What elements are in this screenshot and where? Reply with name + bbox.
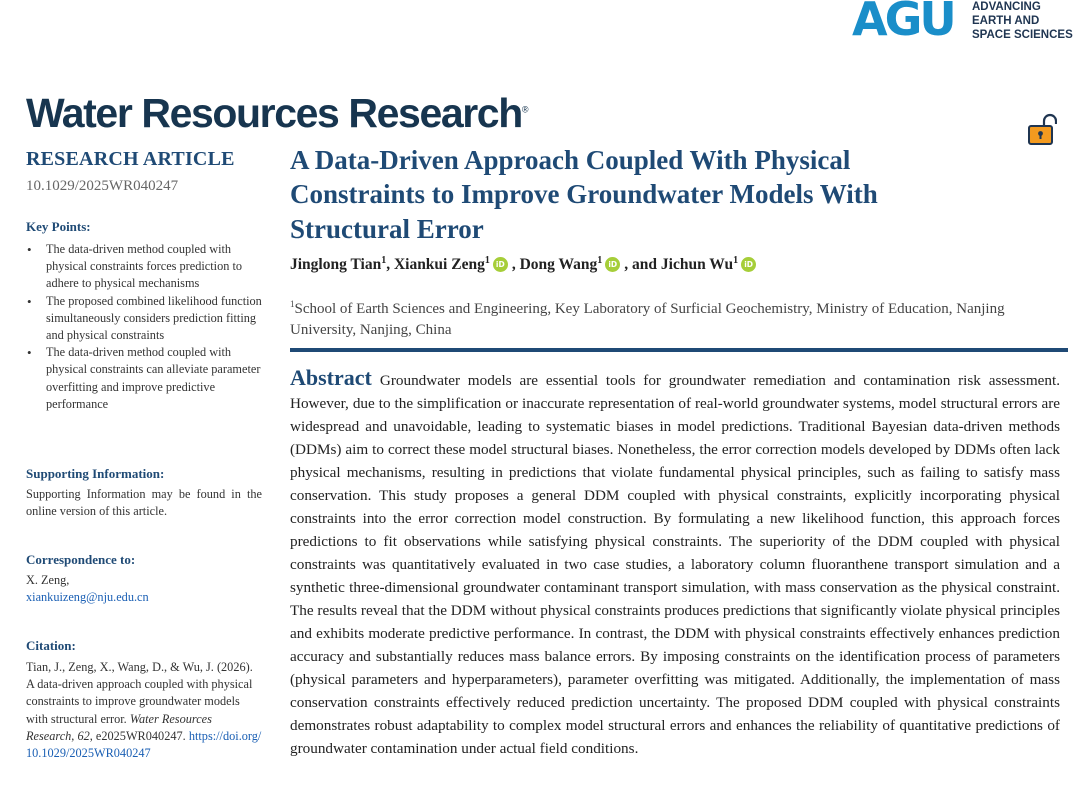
citation-article-id: , e2025WR040247. [89, 728, 186, 743]
registered-mark: ® [521, 104, 529, 115]
citation-heading: Citation: [26, 638, 76, 653]
affiliation [290, 294, 1050, 341]
author-name: Jichun Wu [660, 256, 734, 274]
agu-tagline-line: ADVANCING [972, 1, 1041, 13]
author-separator: , [511, 256, 520, 274]
agu-logo [852, 0, 1073, 46]
orcid-icon[interactable]: iD [741, 257, 756, 272]
agu-tagline-line: EARTH AND [972, 15, 1040, 27]
orcid-icon[interactable]: iD [493, 257, 508, 272]
citation-doi-link[interactable]: https://doi.org/10.1029/2025WR040247 [26, 728, 262, 761]
citation-body: Tian, J., Zeng, X., Wang, D., & Wu, J. (2026). A data-driven approach coupled with physical constraints to improve groundwater models with structural error. [26, 660, 253, 726]
journal-title [26, 90, 529, 137]
affiliation-number: 1 [290, 299, 295, 309]
author-name: Xiankui Zeng [393, 256, 485, 274]
article-title: A Data-Driven Approach Coupled With Physical Constraints to Improve Groundwater Models With Structural Error [290, 145, 878, 244]
abstract [290, 366, 1060, 760]
author-affiliation-mark: 1 [597, 255, 603, 266]
author-affiliation-mark: 1 [381, 255, 387, 266]
author-affiliation-mark: 1 [484, 255, 490, 266]
citation-volume: 62 [77, 728, 90, 743]
key-point-item: • The data-driven method coupled with physical constraints can alleviate parameter overfitting and improve predictive performance [26, 344, 262, 413]
affiliation-text: School of Earth Sciences and Engineering, Key Laboratory of Surficial Geochemistry, Ministry of Education, Nanjing University, Nanjing, China [290, 301, 1005, 338]
key-point-item: • The data-driven method coupled with physical constraints forces prediction to adhere to physical mechanisms [26, 241, 262, 293]
correspondence-section [26, 552, 262, 606]
key-points-list [26, 241, 262, 413]
article-sidebar-header [26, 148, 262, 195]
orcid-icon[interactable]: iD [605, 257, 620, 272]
open-access-lock-icon[interactable] [1027, 112, 1057, 146]
citation-section [26, 638, 262, 762]
correspondence-heading: Correspondence to: [26, 552, 136, 567]
article-doi: 10.1029/2025WR040247 [26, 178, 179, 194]
journal-name: Water Resources Research [26, 90, 522, 136]
key-points-section [26, 219, 262, 413]
correspondence-name: X. Zeng, [26, 573, 70, 587]
author-separator: , and [624, 256, 661, 274]
key-points-heading: Key Points: [26, 219, 91, 234]
agu-tagline-line: SPACE SCIENCES [972, 29, 1073, 41]
key-point-item: • The proposed combined likelihood function simultaneously considers prediction fitting and physical constraints [26, 293, 262, 345]
abstract-text: Groundwater models are essential tools for groundwater remediation and contamination risk assessment. However, due to the simplification or inaccurate representation of real-world groundwater systems, model structural errors are widespread and unavoidable, leading to systematic biases in model predictions. Traditional Bayesian data-driven methods (DDMs) aim to correct these model structural biases. Nonetheless, the error correction models developed by DDMs often lack physical mechanisms, resulting in predictions that violate fundamental physical principles, such as failing to satisfy mass conservation. This study proposes a general DDM coupled with physical constraints, explicitly incorporating physical constraints into the error correction model construction. By formulating a new likelihood function, this approach forces predictions to fit observations while satisfying physical constraints. The superiority of the DDM coupled with physical constraints was quantitatively evaluated in two case studies, a laboratory column fluoranthene transport simulation and a synthetic three-dimensional groundwater contaminant transport simulation, with mass conservation as the physical constraint. The results reveal that the DDM without physical constraints produces predictions that significantly violate physical principles and exhibits moderate predictive performance. In contrast, the DDM with physical constraints effectively enhances prediction accuracy and substantially reduces mass balance errors. By imposing constraints on the identification process of parameters (physical parameters and hyperparameters), parameter overfitting was mitigated. Additionally, the implementation of mass conservation constraints effectively reduced prediction uncertainty. The proposed DDM coupled with physical constraints demonstrates robust adaptability to complex model structural errors and enhances the reliability of quantitative predictions of groundwater contamination under actual field conditions. [290, 372, 1060, 757]
supporting-info-text: Supporting Information may be found in the online version of this article. [26, 487, 262, 519]
supporting-info-heading: Supporting Information: [26, 466, 165, 481]
citation-text: Tian, J., Zeng, X., Wang, D., & Wu, J. (2026). A data-driven approach coupled with physical constraints to improve groundwater models with structural error. Water Resources Research, 62, e2025WR040247. https://doi.org/10.1029/2025WR040247 [26, 660, 262, 761]
section-divider [290, 348, 1068, 352]
author-separator: , [386, 256, 394, 274]
citation-journal: Water Resources Research [26, 711, 212, 743]
agu-tagline [972, 0, 1073, 42]
supporting-info-section [26, 466, 262, 520]
correspondence-email-link[interactable]: xiankuizeng@nju.edu.cn [26, 590, 149, 605]
author-affiliation-mark: 1 [733, 255, 739, 266]
article-type: RESEARCH ARTICLE [26, 148, 235, 170]
author-name: Dong Wang [519, 256, 598, 274]
abstract-heading: Abstract [290, 365, 372, 390]
author-list [290, 255, 760, 274]
author-name: Jinglong Tian [290, 256, 382, 274]
agu-logo-letters: AGU [852, 0, 954, 46]
